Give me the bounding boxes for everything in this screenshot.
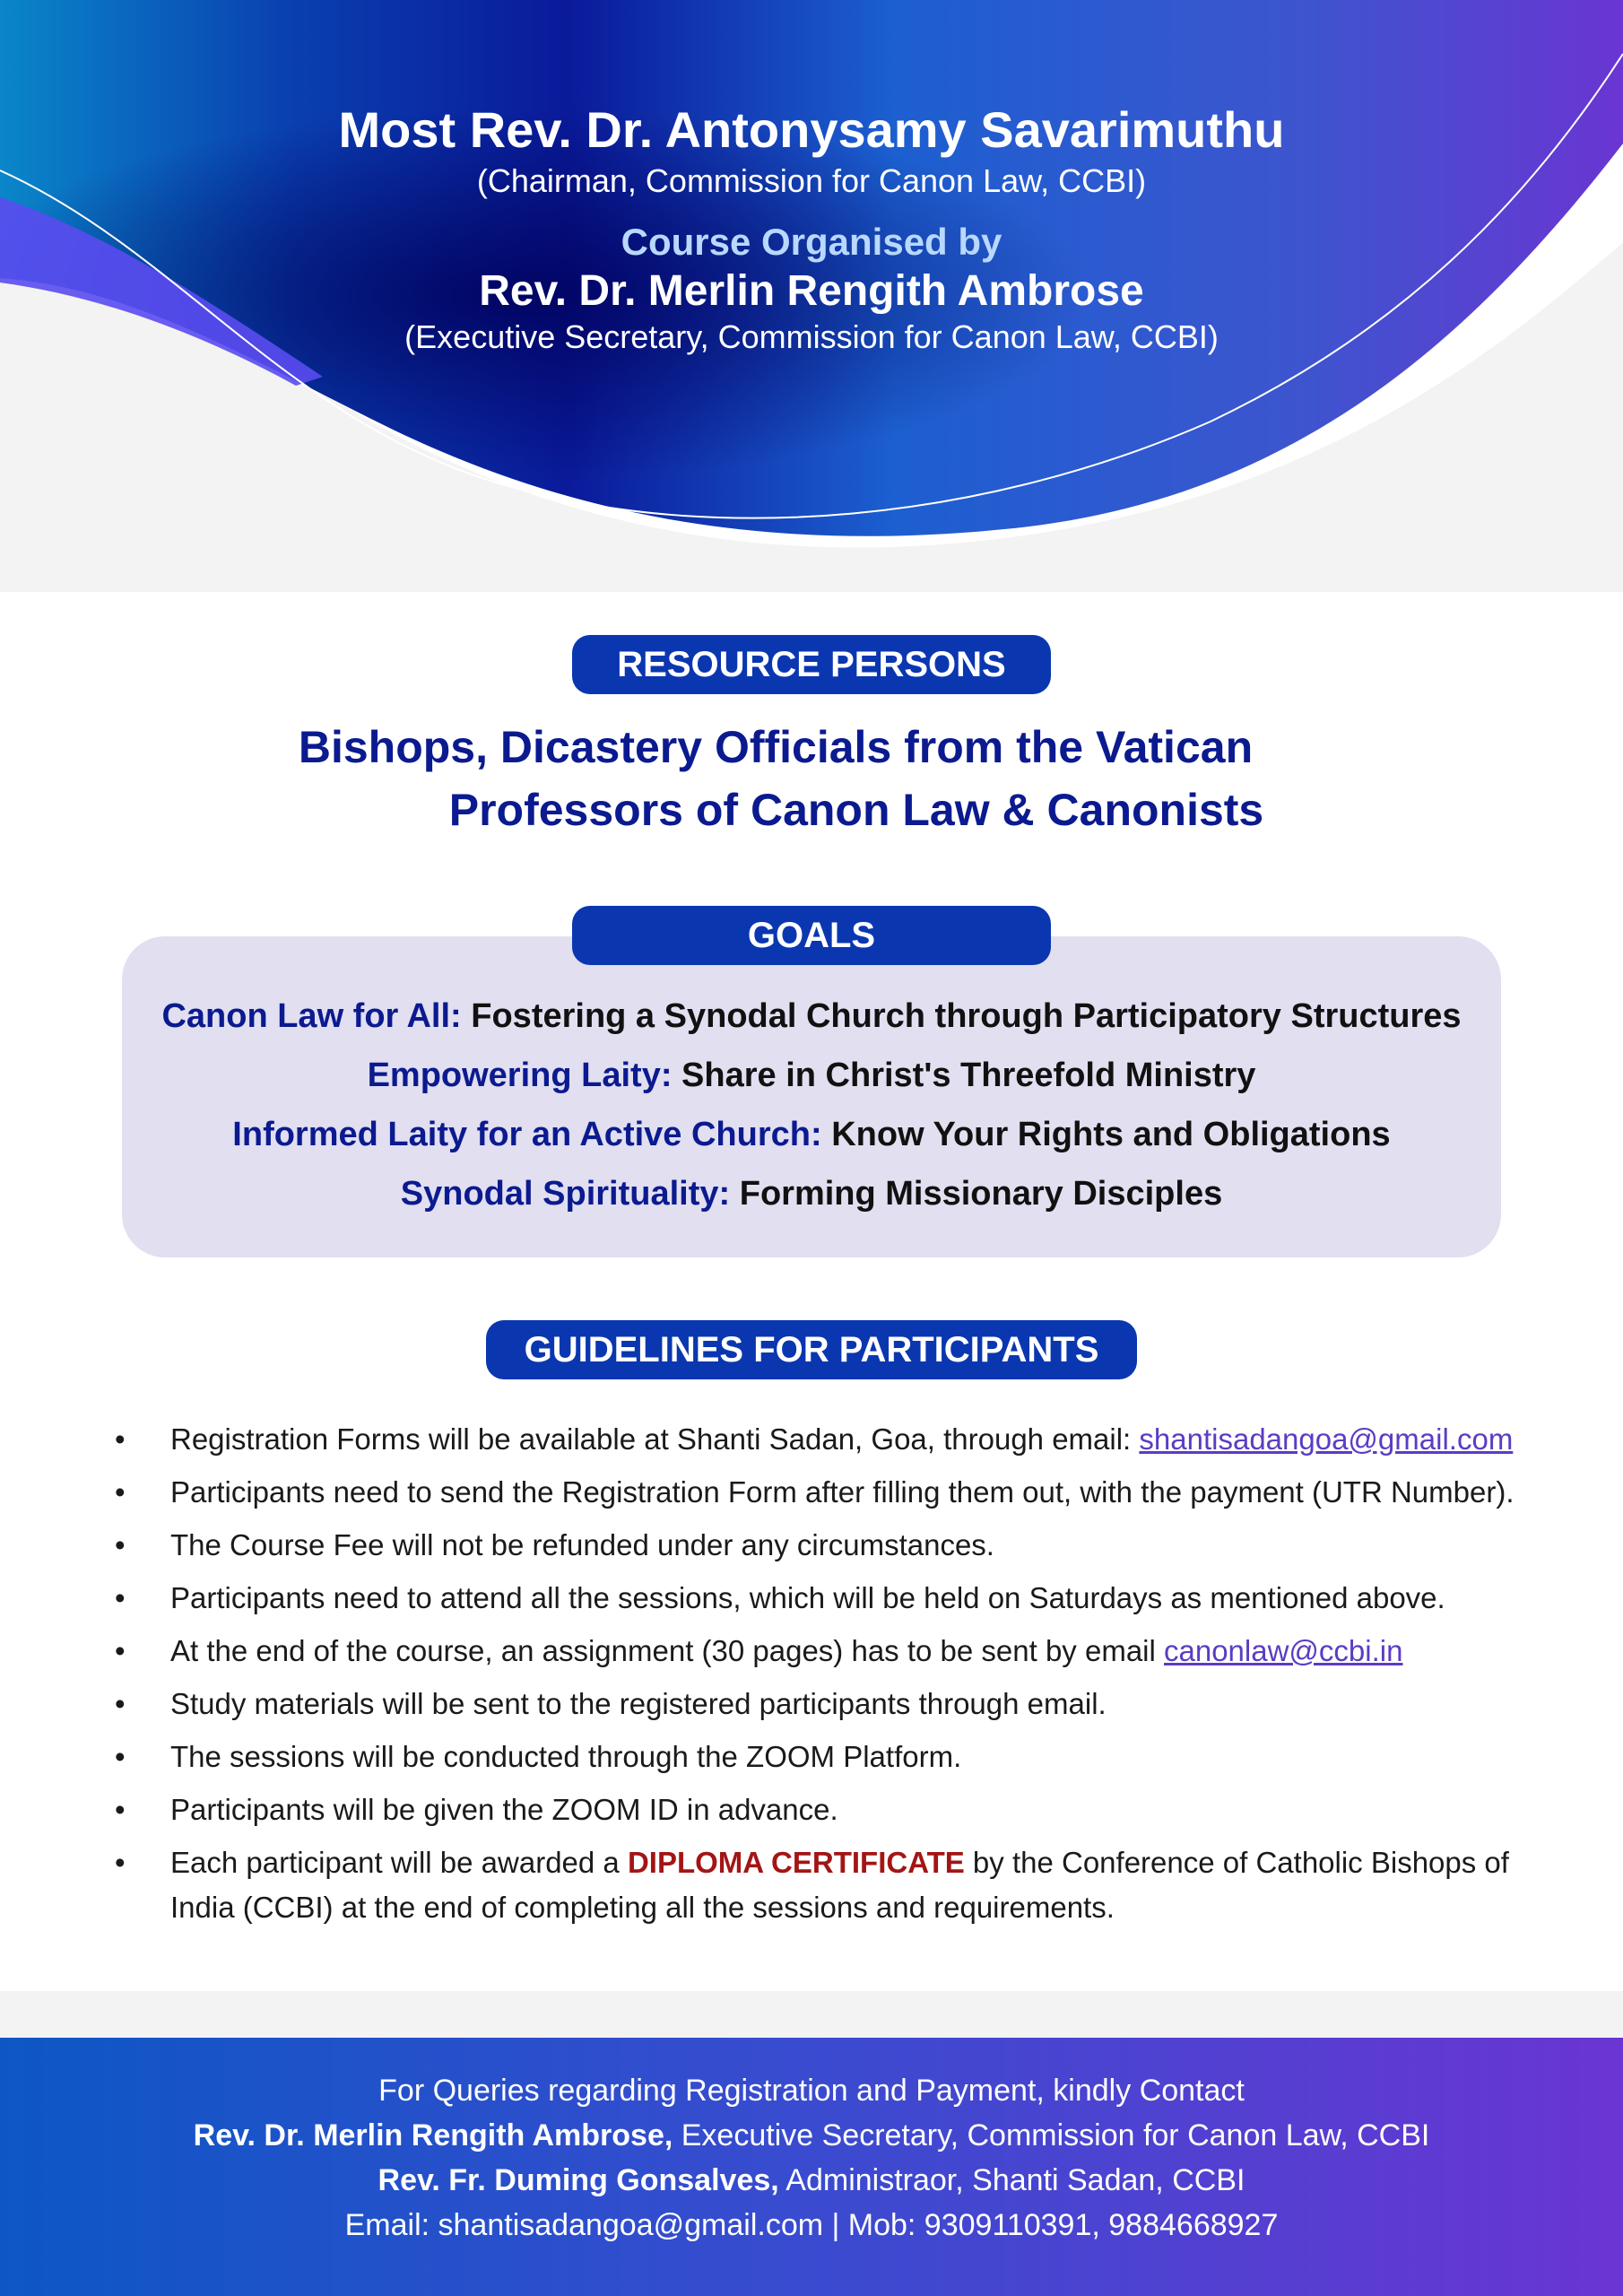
guideline-text: Participants will be given the ZOOM ID in advance. bbox=[170, 1793, 838, 1826]
guideline-text: by the Conference of Catholic Bishops of India (CCBI) at the end of completing all the sessions and requirements. bbox=[170, 1846, 1509, 1924]
organised-label: Course Organised by bbox=[621, 221, 1002, 263]
goal-text: Fostering a Synodal Church through Participatory Structures bbox=[461, 997, 1462, 1035]
bullet-icon: • bbox=[115, 1793, 126, 1826]
resource-persons-list bbox=[0, 716, 1623, 841]
footer-contact-2 bbox=[0, 2158, 1623, 2203]
guideline-text: The sessions will be conducted through the ZOOM Platform. bbox=[170, 1740, 962, 1773]
guideline-item bbox=[0, 1787, 1623, 1832]
bullet-icon: • bbox=[115, 1475, 126, 1509]
guidelines-heading: GUIDELINES FOR PARTICIPANTS bbox=[486, 1320, 1137, 1379]
guideline-item bbox=[0, 1629, 1623, 1674]
goal-text: Forming Missionary Disciples bbox=[730, 1175, 1223, 1213]
goal-text: Know Your Rights and Obligations bbox=[821, 1116, 1391, 1153]
bullet-icon: • bbox=[115, 1581, 126, 1614]
guideline-item bbox=[0, 1840, 1623, 1930]
goal-item bbox=[122, 1046, 1501, 1105]
guideline-text: Participants need to send the Registration Form after filling them out, with the payment (UTR Number). bbox=[170, 1475, 1515, 1509]
chairman-role: (Chairman, Commission for Canon Law, CCBI) bbox=[476, 162, 1147, 199]
guideline-item bbox=[0, 1735, 1623, 1779]
chairman-name: Most Rev. Dr. Antonysamy Savarimuthu bbox=[338, 101, 1285, 158]
footer-contact bbox=[0, 2038, 1623, 2296]
email-link[interactable]: canonlaw@ccbi.in bbox=[1164, 1634, 1403, 1667]
diploma-highlight: DIPLOMA CERTIFICATE bbox=[627, 1846, 965, 1879]
guideline-text: Registration Forms will be available at Shanti Sadan, Goa, through email: bbox=[170, 1422, 1140, 1456]
goal-title: Empowering Laity: bbox=[367, 1057, 673, 1094]
organiser-role: (Executive Secretary, Commission for Canon Law, CCBI) bbox=[404, 318, 1219, 355]
header-text bbox=[0, 99, 1623, 357]
bullet-icon: • bbox=[115, 1846, 126, 1879]
organiser-name: Rev. Dr. Merlin Rengith Ambrose bbox=[479, 267, 1144, 315]
footer-contact-1 bbox=[0, 2113, 1623, 2158]
header-banner bbox=[0, 0, 1623, 592]
goal-title: Informed Laity for an Active Church: bbox=[232, 1116, 822, 1153]
goals-heading: GOALS bbox=[572, 906, 1051, 965]
guideline-item bbox=[0, 1417, 1623, 1462]
email-link[interactable]: shantisadangoa@gmail.com bbox=[1139, 1422, 1514, 1456]
contact-name: Rev. Dr. Merlin Rengith Ambrose, bbox=[193, 2118, 673, 2152]
goals-list bbox=[122, 987, 1501, 1223]
guidelines-list bbox=[0, 1417, 1623, 1938]
contact-role: Executive Secretary, Commission for Canon Law, CCBI bbox=[673, 2118, 1430, 2152]
resource-persons-line: Professors of Canon Law & Canonists bbox=[448, 785, 1264, 835]
bullet-icon: • bbox=[115, 1528, 126, 1561]
goal-item bbox=[122, 1105, 1501, 1164]
footer-separator bbox=[0, 1991, 1623, 2038]
contact-name: Rev. Fr. Duming Gonsalves, bbox=[378, 2163, 779, 2197]
bullet-icon: • bbox=[115, 1422, 126, 1456]
guideline-item bbox=[0, 1523, 1623, 1568]
footer-contact-details: Email: shantisadangoa@gmail.com | Mob: 9309110391, 9884668927 bbox=[344, 2208, 1279, 2242]
guideline-text: Each participant will be awarded a bbox=[170, 1846, 628, 1879]
goal-title: Synodal Spirituality: bbox=[400, 1175, 731, 1213]
goal-item bbox=[122, 987, 1501, 1046]
contact-role: Administraor, Shanti Sadan, CCBI bbox=[778, 2163, 1245, 2197]
bullet-icon: • bbox=[115, 1634, 126, 1667]
goal-title: Canon Law for All: bbox=[161, 997, 462, 1035]
bullet-icon: • bbox=[115, 1687, 126, 1720]
guideline-item bbox=[0, 1682, 1623, 1726]
guideline-item bbox=[0, 1470, 1623, 1515]
guideline-text: Study materials will be sent to the registered participants through email. bbox=[170, 1687, 1107, 1720]
goal-text: Share in Christ's Threefold Ministry bbox=[672, 1057, 1256, 1094]
resource-persons-heading: RESOURCE PERSONS bbox=[572, 635, 1051, 694]
footer-intro: For Queries regarding Registration and Payment, kindly Contact bbox=[378, 2074, 1245, 2108]
guideline-text: At the end of the course, an assignment (30 pages) has to be sent by email bbox=[170, 1634, 1164, 1667]
resource-persons-line: Bishops, Dicastery Officials from the Vatican bbox=[298, 722, 1254, 772]
bullet-icon: • bbox=[115, 1740, 126, 1773]
goal-item bbox=[122, 1164, 1501, 1223]
guideline-text: Participants need to attend all the sessions, which will be held on Saturdays as mentioned above. bbox=[170, 1581, 1445, 1614]
guideline-text: The Course Fee will not be refunded under any circumstances. bbox=[170, 1528, 994, 1561]
guideline-item bbox=[0, 1576, 1623, 1621]
